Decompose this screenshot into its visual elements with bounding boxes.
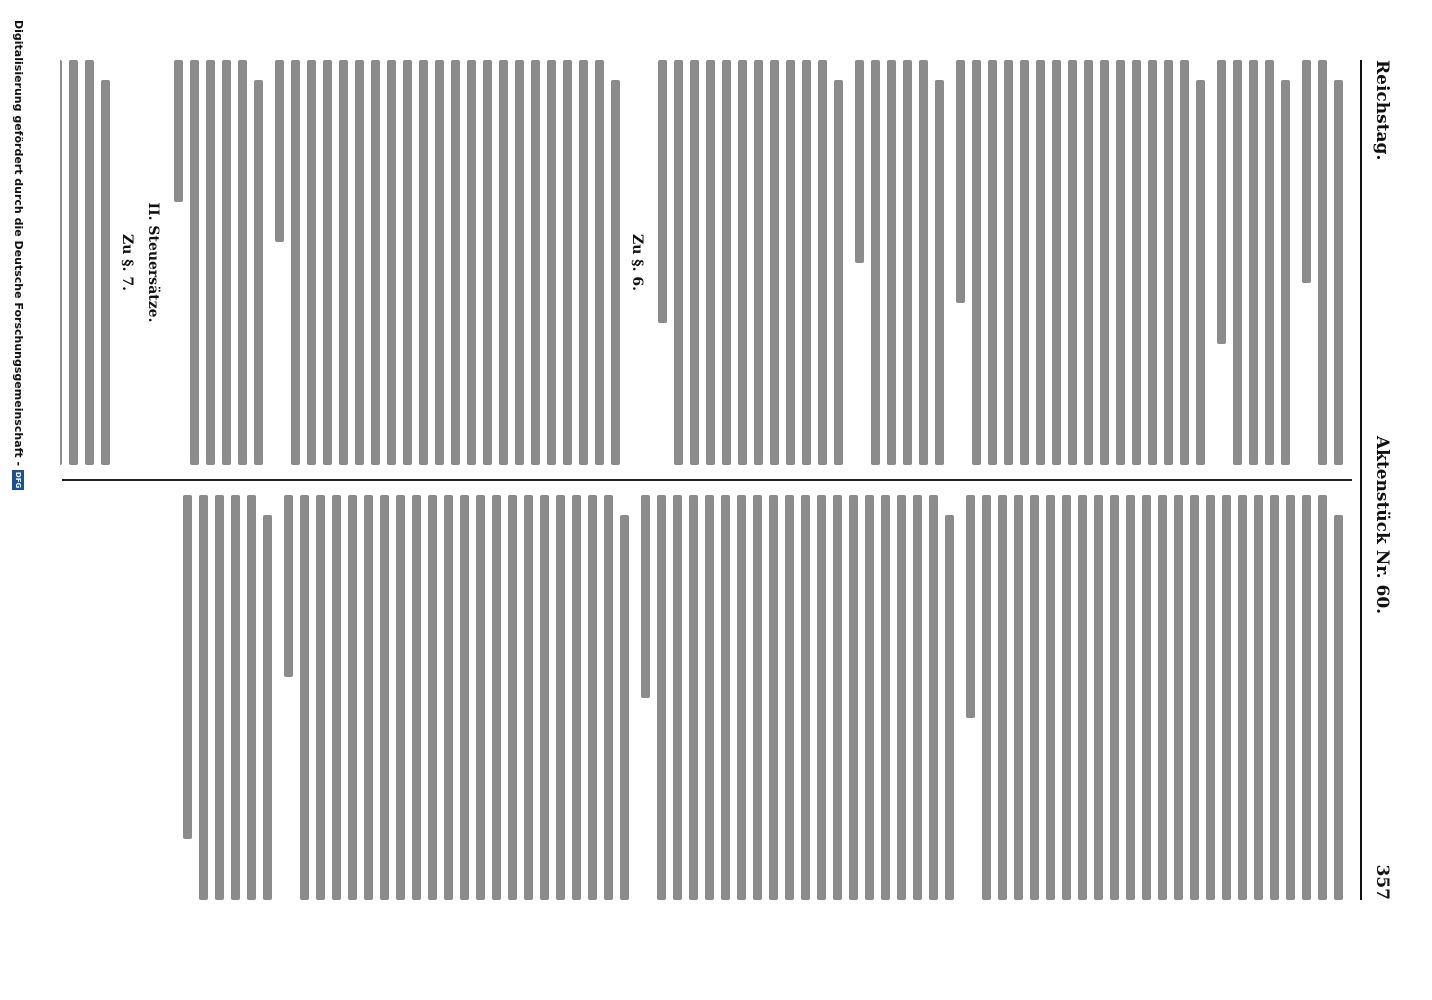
text-line xyxy=(85,60,94,465)
text-line xyxy=(60,60,62,465)
text-line xyxy=(1334,515,1343,900)
text-line xyxy=(263,515,272,900)
section-heading: Zu §. 6. xyxy=(629,234,645,291)
text-line xyxy=(1238,495,1247,900)
text-line xyxy=(451,60,460,465)
text-line xyxy=(722,60,731,465)
text-line xyxy=(1094,495,1103,900)
text-line xyxy=(956,60,965,303)
text-line xyxy=(247,495,256,900)
paragraph xyxy=(658,60,843,465)
text-line xyxy=(770,60,779,465)
paragraph xyxy=(855,60,944,465)
text-line xyxy=(101,80,110,465)
text-line xyxy=(1078,495,1087,900)
text-line xyxy=(982,495,991,900)
text-line xyxy=(818,60,827,465)
paragraph xyxy=(275,60,620,465)
text-line xyxy=(881,495,890,900)
paragraph xyxy=(641,495,954,900)
text-line xyxy=(238,60,247,465)
section-heading: II. Steuersätze. xyxy=(145,202,161,323)
text-line xyxy=(355,60,364,465)
paragraph xyxy=(284,495,629,900)
text-line xyxy=(300,495,309,900)
text-line xyxy=(620,515,629,900)
text-line xyxy=(1206,495,1215,900)
text-line xyxy=(1254,495,1263,900)
text-line xyxy=(721,495,730,900)
dfg-logo: DFG xyxy=(14,471,23,489)
text-line xyxy=(1334,80,1343,465)
text-line xyxy=(403,60,412,465)
text-line xyxy=(1100,60,1109,465)
text-line xyxy=(1004,60,1013,465)
text-line xyxy=(499,60,508,465)
text-line xyxy=(222,60,231,465)
text-line xyxy=(673,495,682,900)
column-left xyxy=(60,60,1350,465)
text-line xyxy=(690,60,699,465)
text-line xyxy=(380,495,389,900)
text-line xyxy=(572,495,581,900)
header-left: Reichstag. xyxy=(1372,60,1392,161)
text-line xyxy=(833,495,842,900)
text-line xyxy=(802,60,811,465)
text-line xyxy=(69,60,78,465)
paragraph xyxy=(174,60,263,465)
text-line xyxy=(1068,60,1077,465)
paragraph xyxy=(966,495,1343,900)
text-line xyxy=(786,60,795,465)
running-header xyxy=(1360,60,1402,900)
text-line xyxy=(769,495,778,900)
text-line xyxy=(801,495,810,900)
text-line xyxy=(1190,495,1199,900)
text-line xyxy=(1030,495,1039,900)
text-line xyxy=(1110,495,1119,900)
text-line xyxy=(412,495,421,900)
text-line xyxy=(332,495,341,900)
text-line xyxy=(887,60,896,465)
text-line xyxy=(785,495,794,900)
text-line xyxy=(199,495,208,900)
text-line xyxy=(1265,60,1274,465)
text-line xyxy=(206,60,215,465)
text-line xyxy=(307,60,316,465)
text-line xyxy=(1281,80,1290,465)
text-line xyxy=(483,60,492,465)
text-line xyxy=(476,495,485,900)
text-line xyxy=(1318,495,1327,900)
text-line xyxy=(1270,495,1279,900)
text-line xyxy=(1249,60,1258,465)
text-line xyxy=(364,495,373,900)
text-line xyxy=(1302,60,1311,283)
text-line xyxy=(595,60,604,465)
text-line xyxy=(460,495,469,900)
text-line xyxy=(531,60,540,465)
text-line xyxy=(998,495,1007,900)
text-line xyxy=(1084,60,1093,465)
digitization-credit xyxy=(12,20,25,490)
text-line xyxy=(1142,495,1151,900)
text-line xyxy=(674,60,683,465)
text-line xyxy=(1180,60,1189,465)
text-line xyxy=(284,495,293,677)
text-line xyxy=(419,60,428,465)
text-line xyxy=(945,515,954,900)
paragraph xyxy=(183,495,272,900)
text-line xyxy=(1222,495,1231,900)
text-line xyxy=(183,495,192,839)
text-line xyxy=(658,60,667,323)
text-line xyxy=(737,495,746,900)
text-line xyxy=(231,495,240,900)
text-line xyxy=(1148,60,1157,465)
text-line xyxy=(871,60,880,465)
text-line xyxy=(641,495,650,698)
text-line xyxy=(524,495,533,900)
text-line xyxy=(1020,60,1029,465)
text-line xyxy=(929,495,938,900)
text-line xyxy=(515,60,524,465)
text-line xyxy=(753,495,762,900)
text-line xyxy=(604,495,613,900)
text-line xyxy=(291,60,300,465)
text-line xyxy=(492,495,501,900)
text-line xyxy=(1116,60,1125,465)
paragraph xyxy=(1302,60,1343,465)
text-line xyxy=(371,60,380,465)
text-line xyxy=(508,495,517,900)
text-line xyxy=(556,495,565,900)
text-line xyxy=(1164,60,1173,465)
text-line xyxy=(903,60,912,465)
text-line xyxy=(897,495,906,900)
text-line xyxy=(966,495,975,718)
text-line xyxy=(348,495,357,900)
text-line xyxy=(467,60,476,465)
text-line xyxy=(919,60,928,465)
text-line xyxy=(611,80,620,465)
page-number: 357 xyxy=(1372,864,1392,900)
text-line xyxy=(588,495,597,900)
text-line xyxy=(339,60,348,465)
text-line xyxy=(834,80,843,465)
paragraph xyxy=(956,60,1205,465)
text-line xyxy=(547,60,556,465)
text-line xyxy=(817,495,826,900)
text-line xyxy=(1062,495,1071,900)
text-line xyxy=(1052,60,1061,465)
text-line xyxy=(1233,60,1242,465)
text-line xyxy=(738,60,747,465)
text-line xyxy=(1286,495,1295,900)
text-line xyxy=(849,495,858,900)
text-line xyxy=(563,60,572,465)
text-line xyxy=(316,495,325,900)
text-line xyxy=(1318,60,1327,465)
text-line xyxy=(913,495,922,900)
text-line xyxy=(935,80,944,465)
text-line xyxy=(705,495,714,900)
text-line xyxy=(387,60,396,465)
text-line xyxy=(1302,495,1311,900)
text-line xyxy=(190,60,199,465)
text-line xyxy=(435,60,444,465)
text-line xyxy=(706,60,715,465)
text-line xyxy=(689,495,698,900)
text-line xyxy=(1174,495,1183,900)
text-line xyxy=(215,495,224,900)
text-line xyxy=(657,495,666,900)
text-line xyxy=(855,60,864,263)
text-line xyxy=(1196,80,1205,465)
text-line xyxy=(972,60,981,465)
text-line xyxy=(428,495,437,900)
text-line xyxy=(579,60,588,465)
text-line xyxy=(754,60,763,465)
paragraph xyxy=(1217,60,1290,465)
text-line xyxy=(1046,495,1055,900)
text-line xyxy=(174,60,183,202)
text-line xyxy=(323,60,332,465)
text-line xyxy=(1158,495,1167,900)
text-line xyxy=(1036,60,1045,465)
column-divider xyxy=(62,479,1352,481)
column-right xyxy=(60,495,1350,900)
text-line xyxy=(396,495,405,900)
text-line xyxy=(1132,60,1141,465)
header-center: Aktenstück Nr. 60. xyxy=(1372,435,1392,615)
text-line xyxy=(1014,495,1023,900)
credit-text: Digitalisierung gefördert durch die Deutsche Forschungsgemeinschaft - xyxy=(12,20,25,467)
paragraph xyxy=(60,60,110,465)
text-line xyxy=(988,60,997,465)
text-line xyxy=(540,495,549,900)
text-line xyxy=(444,495,453,900)
text-line xyxy=(1126,495,1135,900)
text-line xyxy=(865,495,874,900)
text-line xyxy=(1217,60,1226,344)
text-line xyxy=(275,60,284,242)
text-line xyxy=(254,80,263,465)
section-heading: Zu §. 7. xyxy=(119,234,135,291)
